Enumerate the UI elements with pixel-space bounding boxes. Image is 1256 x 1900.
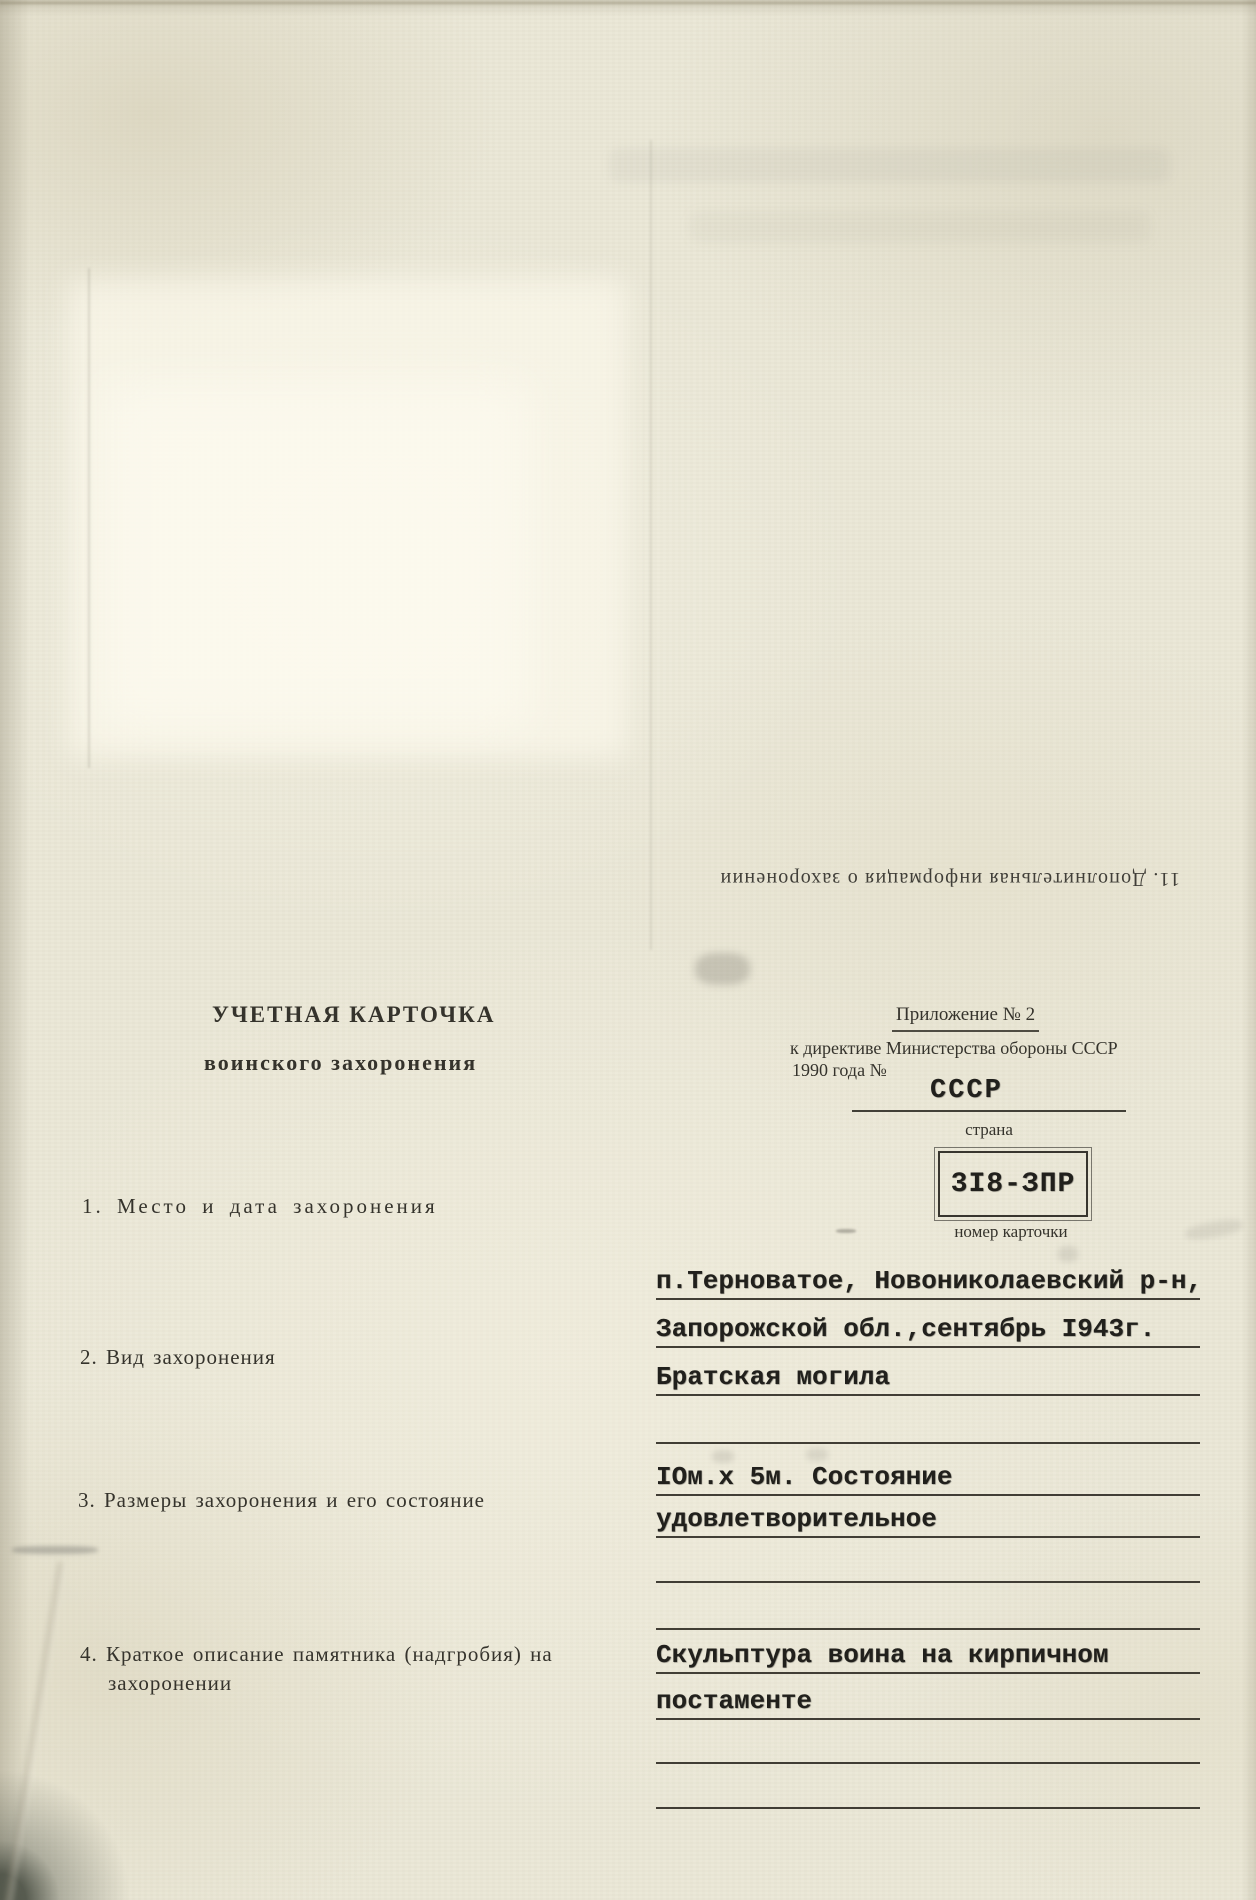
- answer-line-empty: [656, 1586, 1200, 1630]
- field-4-label-line2: захоронении: [108, 1671, 233, 1695]
- crease-vertical-left: [88, 268, 90, 768]
- field-2-label: 2. Вид захоронения: [80, 1345, 276, 1369]
- stain-fold-center: [695, 953, 750, 985]
- annex-reference-line1: Приложение № 2: [892, 1004, 1039, 1032]
- answer-line-place-1: п.Терноватое, Новониколаевский р-н,: [656, 1256, 1200, 1300]
- card-title-line1: УЧЕТНАЯ КАРТОЧКА: [212, 1002, 496, 1027]
- card-number-caption: номер карточки: [954, 1222, 1068, 1241]
- field-4-label-line1: 4. Краткое описание памятника (надгробия) на: [80, 1642, 553, 1666]
- answer-line-empty: [656, 1539, 1200, 1583]
- crease-vertical-center: [650, 140, 652, 950]
- pencil-scribble-right-edge: [1184, 1217, 1244, 1242]
- pencil-dash: [836, 1229, 856, 1233]
- field-1-label: 1. Место и дата захоронения: [82, 1194, 438, 1218]
- country-caption: страна: [965, 1120, 1013, 1139]
- answer-line-monument-2: постаменте: [656, 1676, 1200, 1720]
- bleed-through-ghost: [690, 212, 1150, 242]
- page-edge-shadow-left: [0, 0, 30, 1900]
- field-3-label: 3. Размеры захоронения и его состояние: [78, 1488, 485, 1512]
- back-note-upside-down: 11. Дополнительная информация о захоронении: [719, 868, 1180, 890]
- page-edge-shadow-right: [1242, 0, 1256, 1900]
- page-edge-shadow-top: [0, 0, 1256, 16]
- answer-line-monument-1: Скульптура воина на кирпичном: [656, 1630, 1200, 1674]
- answer-line-empty: [656, 1400, 1200, 1444]
- annex-reference-line2: к директиве Министерства обороны СССР: [790, 1038, 1118, 1058]
- country-underline: [852, 1110, 1126, 1112]
- card-number-box: [938, 1151, 1088, 1217]
- answer-line-empty: [656, 1720, 1200, 1764]
- card-number-value: 3I8-ЗПР: [950, 1168, 1076, 1200]
- answer-line-empty: [656, 1765, 1200, 1809]
- annex-reference-line3: 1990 года №: [792, 1060, 887, 1080]
- answer-line-size-1: IОм.х 5м. Состояние: [656, 1452, 1200, 1496]
- pencil-smudge-left-margin: [12, 1546, 98, 1554]
- answer-line-place-2: Запорожской обл.,сентябрь I943г.: [656, 1304, 1200, 1348]
- photo-light-patch-core: [100, 380, 530, 730]
- answer-line-size-2: удовлетворительное: [656, 1494, 1200, 1538]
- country-value: СССР: [930, 1076, 1003, 1106]
- answer-line-type: Братская могила: [656, 1352, 1200, 1396]
- bleed-through-ghost: [610, 148, 1170, 182]
- corner-shadow-bottom-left: [0, 1700, 200, 1900]
- card-title-line2: воинского захоронения: [204, 1050, 478, 1075]
